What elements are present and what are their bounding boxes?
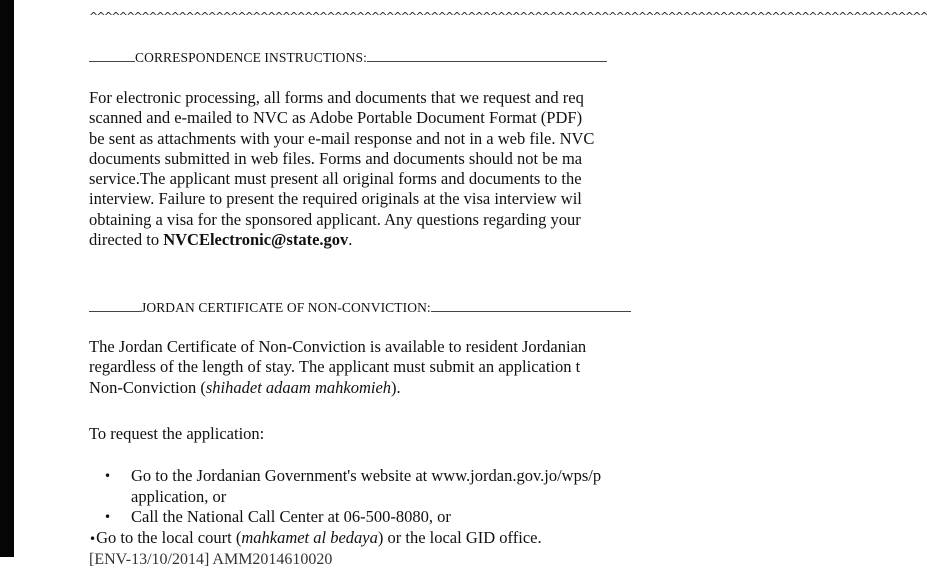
cut-off-reference-line: [ENV-13/10/2014] AMM2014610020 (89, 551, 333, 568)
paragraph-line: be sent as attachments with your e-mail response and not in a web file. NVC (89, 128, 595, 148)
paragraph-line: For electronic processing, all forms and documents that we request and req (89, 88, 584, 107)
paragraph-line: scanned and e-mailed to NVC as Adobe Portable Document Format (PDF) (89, 108, 583, 128)
bullet-icon: • (89, 531, 97, 546)
heading-text: CORRESPONDENCE INSTRUCTIONS: (135, 50, 367, 65)
line-prefix: directed to (89, 230, 164, 250)
correspondence-paragraph (89, 88, 669, 250)
heading-rule-right (367, 60, 607, 62)
list-item (89, 507, 689, 528)
viewer-left-edge (0, 0, 14, 557)
request-options-list (89, 466, 689, 548)
line-suffix: ). (391, 377, 401, 397)
line-prefix: Non-Conviction ( (89, 377, 206, 397)
document-page (14, 0, 927, 568)
paragraph-line-last (89, 230, 669, 250)
paragraph-line: obtaining a visa for the sponsored applicant. Any questions regarding your (89, 209, 581, 229)
request-intro-text: To request the application: (89, 424, 265, 443)
section-heading-correspondence (89, 50, 607, 66)
arabic-term: mahkamet al bedaya (241, 527, 378, 547)
line-prefix: Go to the local court ( (96, 527, 242, 547)
list-item-continuation (89, 487, 689, 508)
paragraph-line: regardless of the length of stay. The applicant must submit an application t (89, 357, 581, 377)
heading-text: JORDAN CERTIFICATE OF NON-CONVICTION: (141, 300, 431, 315)
heading-rule-right (431, 310, 631, 312)
section-heading-non-conviction (89, 300, 631, 316)
line-suffix: . (348, 230, 353, 250)
arabic-term: shihadet adaam mahkomieh (205, 377, 392, 397)
list-item-text: Go to the Jordanian Government's website at www.jordan.gov.jo/wps/p (131, 466, 602, 485)
heading-rule-left (89, 60, 135, 62)
bullet-icon: • (104, 469, 112, 483)
heading-rule-left (89, 310, 141, 312)
paragraph-line: interview. Failure to present the required originals at the visa interview wil (89, 189, 582, 209)
list-item-text: Call the National Call Center at 06-500-8080, or (131, 507, 451, 526)
paragraph-line: The Jordan Certificate of Non-Conviction is available to resident Jordanian (89, 337, 587, 356)
non-conviction-paragraph (89, 337, 669, 398)
list-item (89, 528, 689, 549)
list-item (89, 466, 689, 487)
list-item-text: application, or (131, 486, 227, 506)
nvc-email-link[interactable]: NVCElectronic@state.gov (163, 230, 349, 250)
paragraph-line: documents submitted in web files. Forms and documents should not be ma (89, 148, 583, 168)
line-suffix: ) or the local GID office. (377, 527, 542, 547)
request-intro (89, 424, 669, 444)
bullet-icon: • (104, 510, 112, 524)
paragraph-line: service.The applicant must present all original forms and documents to the (89, 169, 582, 189)
page-top-border: ^^^^^^^^^^^^^^^^^^^^^^^^^^^^^^^^^^^^^^^^^^^^^^^^^^^^^^^^^^^^^^^^^^^^^^^^^^^^^^^^^^^^^^^^^^^^^^^^^^^^^^^^^^^^^^^^^ (89, 10, 927, 23)
paragraph-line (89, 378, 669, 398)
